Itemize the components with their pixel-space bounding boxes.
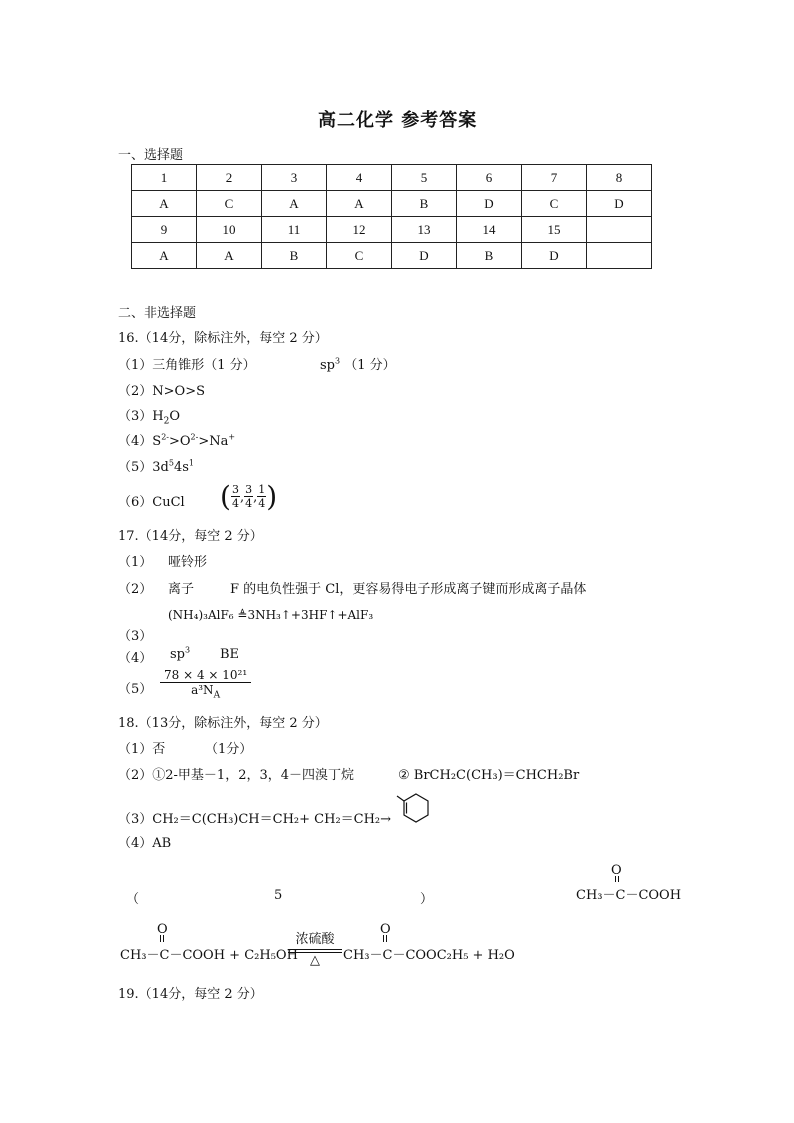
- table-cell: 12: [327, 217, 392, 243]
- methylcyclohexene-structure: [394, 790, 434, 826]
- eq-left-o-label: O: [157, 922, 168, 937]
- table-row: [132, 217, 652, 243]
- esterification-left: CH₃－C－COOH + C₂H₅OH: [120, 948, 298, 963]
- q18-answer-1b: （1分）: [205, 742, 253, 757]
- q16-3-text: （3）H: [118, 409, 164, 424]
- q16-5-3d: （5）3d: [118, 460, 169, 475]
- fraction-den: 4: [231, 497, 239, 510]
- q17-answer-1b: 哑铃形: [168, 555, 208, 570]
- q17-answer-4b: [170, 647, 190, 662]
- q17-answer-1a: （1）: [118, 555, 153, 570]
- q16-answer-4: [118, 430, 235, 449]
- table-cell: 13: [392, 217, 457, 243]
- reaction-condition: [288, 928, 342, 968]
- fraction-den: 4: [258, 497, 266, 510]
- q17-answer-4a: （4）: [118, 651, 153, 666]
- paren-right: ): [266, 480, 278, 513]
- q18-answer-2b: ② BrCH₂C(CH₃)＝CHCH₂Br: [398, 768, 580, 783]
- table-cell: B: [392, 191, 457, 217]
- section-free-response-heading: 二、非选择题: [118, 306, 197, 321]
- fraction-num: 1: [258, 483, 266, 496]
- q16-5-sup2: 1: [188, 458, 195, 468]
- table-cell: 3: [262, 165, 327, 191]
- table-row: [132, 243, 652, 269]
- fraction-den: [160, 683, 251, 701]
- q18-answer-5-open: （: [126, 892, 140, 907]
- q16-answer-2: （2）N>O>S: [118, 384, 205, 399]
- double-bond-line: [163, 935, 165, 942]
- q18-answer-1a: （1）否: [118, 742, 166, 757]
- q17-sp-sup: 3: [185, 645, 191, 655]
- den-text: a³N: [191, 683, 214, 697]
- table-cell: D: [522, 243, 587, 269]
- q16-sp-note: （1 分）: [344, 358, 396, 373]
- q16-header: 16.（14分，除标注外，每空 2 分）: [118, 331, 328, 346]
- table-cell: 14: [457, 217, 522, 243]
- q16-answer-3: [118, 405, 181, 427]
- q17-density-fraction: [160, 668, 251, 701]
- double-bond-line: [386, 935, 388, 942]
- table-cell: [587, 217, 652, 243]
- q18-answer-4: （4）AB: [118, 836, 172, 851]
- table-row: [132, 165, 652, 191]
- q16-answer-1b: [320, 354, 396, 373]
- table-cell: 6: [457, 165, 522, 191]
- q18-answer-2a: （2）①2-甲基－1，2，3，4－四溴丁烷: [118, 768, 355, 783]
- q16-4-na: >Na: [198, 434, 229, 449]
- table-cell: A: [197, 243, 262, 269]
- q17-answer-2a: （2）: [118, 582, 153, 597]
- q17-sp-text: sp: [170, 647, 185, 662]
- q17-equation: (NH₄)₃AlF₆ ≜3NH₃↑+3HF↑+AlF₃: [168, 608, 374, 622]
- double-bond-line: [383, 935, 385, 942]
- section-choice-heading: 一、选择题: [118, 148, 184, 163]
- q16-4-sup1: 2-: [161, 432, 169, 442]
- double-bond-line: [615, 876, 617, 882]
- table-cell: C: [197, 191, 262, 217]
- condition-catalyst: 浓硫酸: [295, 932, 335, 947]
- q17-answer-2b: 离子: [168, 582, 195, 597]
- table-cell: 11: [262, 217, 327, 243]
- condition-heat: △: [310, 953, 320, 968]
- double-bond-line: [618, 876, 620, 882]
- fraction-num: 3: [231, 483, 239, 496]
- table-cell: C: [522, 191, 587, 217]
- table-cell: 1: [132, 165, 197, 191]
- fraction-num: 78 × 4 × 10²¹: [160, 668, 251, 683]
- answer-table: [131, 164, 652, 269]
- table-cell: D: [587, 191, 652, 217]
- table-cell: 4: [327, 165, 392, 191]
- table-row: [132, 191, 652, 217]
- q17-answer-5a: （5）: [118, 682, 153, 697]
- pyruvic-acid-structure: CH₃－C－COOH: [576, 888, 682, 903]
- table-cell: B: [457, 243, 522, 269]
- q16-3-sub: 2: [163, 416, 170, 427]
- comma: ,: [253, 490, 258, 505]
- q17-answer-3a: （3）: [118, 629, 153, 644]
- q18-header: 18.（13分，除标注外，每空 2 分）: [118, 716, 328, 731]
- q16-answer-1a: （1）三角锥形（1 分）: [118, 358, 256, 373]
- table-cell: A: [327, 191, 392, 217]
- page-title: 高二化学 参考答案: [318, 110, 478, 131]
- table-cell: 15: [522, 217, 587, 243]
- double-bond-line: [160, 935, 162, 942]
- table-cell: A: [132, 243, 197, 269]
- q16-coordinates: [220, 480, 277, 513]
- table-cell: 8: [587, 165, 652, 191]
- table-cell: D: [392, 243, 457, 269]
- den-sub: A: [213, 690, 221, 701]
- comma: ,: [239, 490, 245, 505]
- q16-4-sup2: 2-: [190, 432, 199, 442]
- q17-header: 17.（14分，每空 2 分）: [118, 529, 263, 544]
- table-cell: 10: [197, 217, 262, 243]
- q16-4-sup3: +: [228, 432, 236, 442]
- table-cell: A: [262, 191, 327, 217]
- q16-5-sup1: 5: [168, 458, 174, 468]
- fraction: [257, 483, 266, 510]
- table-cell: C: [327, 243, 392, 269]
- q16-sp-text: sp: [320, 358, 335, 373]
- q18-answer-5-num: 5: [274, 888, 283, 903]
- fraction: [231, 483, 240, 510]
- fraction-den: 4: [245, 497, 253, 510]
- fraction-num: 3: [245, 483, 253, 496]
- table-cell: 7: [522, 165, 587, 191]
- table-cell: D: [457, 191, 522, 217]
- table-cell: 2: [197, 165, 262, 191]
- q16-5-4s: 4s: [173, 460, 189, 475]
- eq-right-o-label: O: [380, 922, 391, 937]
- q16-3-post: O: [169, 409, 181, 424]
- table-cell: B: [262, 243, 327, 269]
- table-cell: 9: [132, 217, 197, 243]
- q16-answer-6: （6）CuCl: [118, 495, 185, 510]
- q16-4-s: （4）S: [118, 434, 162, 449]
- q18-answer-5-close: ）: [420, 892, 434, 907]
- table-cell: [587, 243, 652, 269]
- table-cell: 5: [392, 165, 457, 191]
- q16-sp-sup: 3: [335, 356, 341, 366]
- q18-answer-3: （3）CH₂＝C(CH₃)CH＝CH₂+ CH₂＝CH₂→: [118, 812, 392, 827]
- q19-header: 19.（14分，每空 2 分）: [118, 987, 263, 1002]
- table-cell: A: [132, 191, 197, 217]
- q17-answer-4c: BE: [220, 647, 240, 662]
- pyruvic-o-label: O: [611, 863, 622, 878]
- esterification-right: CH₃－C－COOC₂H₅ + H₂O: [343, 948, 515, 963]
- fraction: [244, 483, 253, 510]
- q16-4-o: >O: [168, 434, 191, 449]
- paren-left: (: [220, 480, 231, 513]
- q17-answer-2c: F 的电负性强于 Cl，更容易得电子形成离子键而形成离子晶体: [230, 582, 587, 597]
- q16-answer-5: [118, 456, 194, 475]
